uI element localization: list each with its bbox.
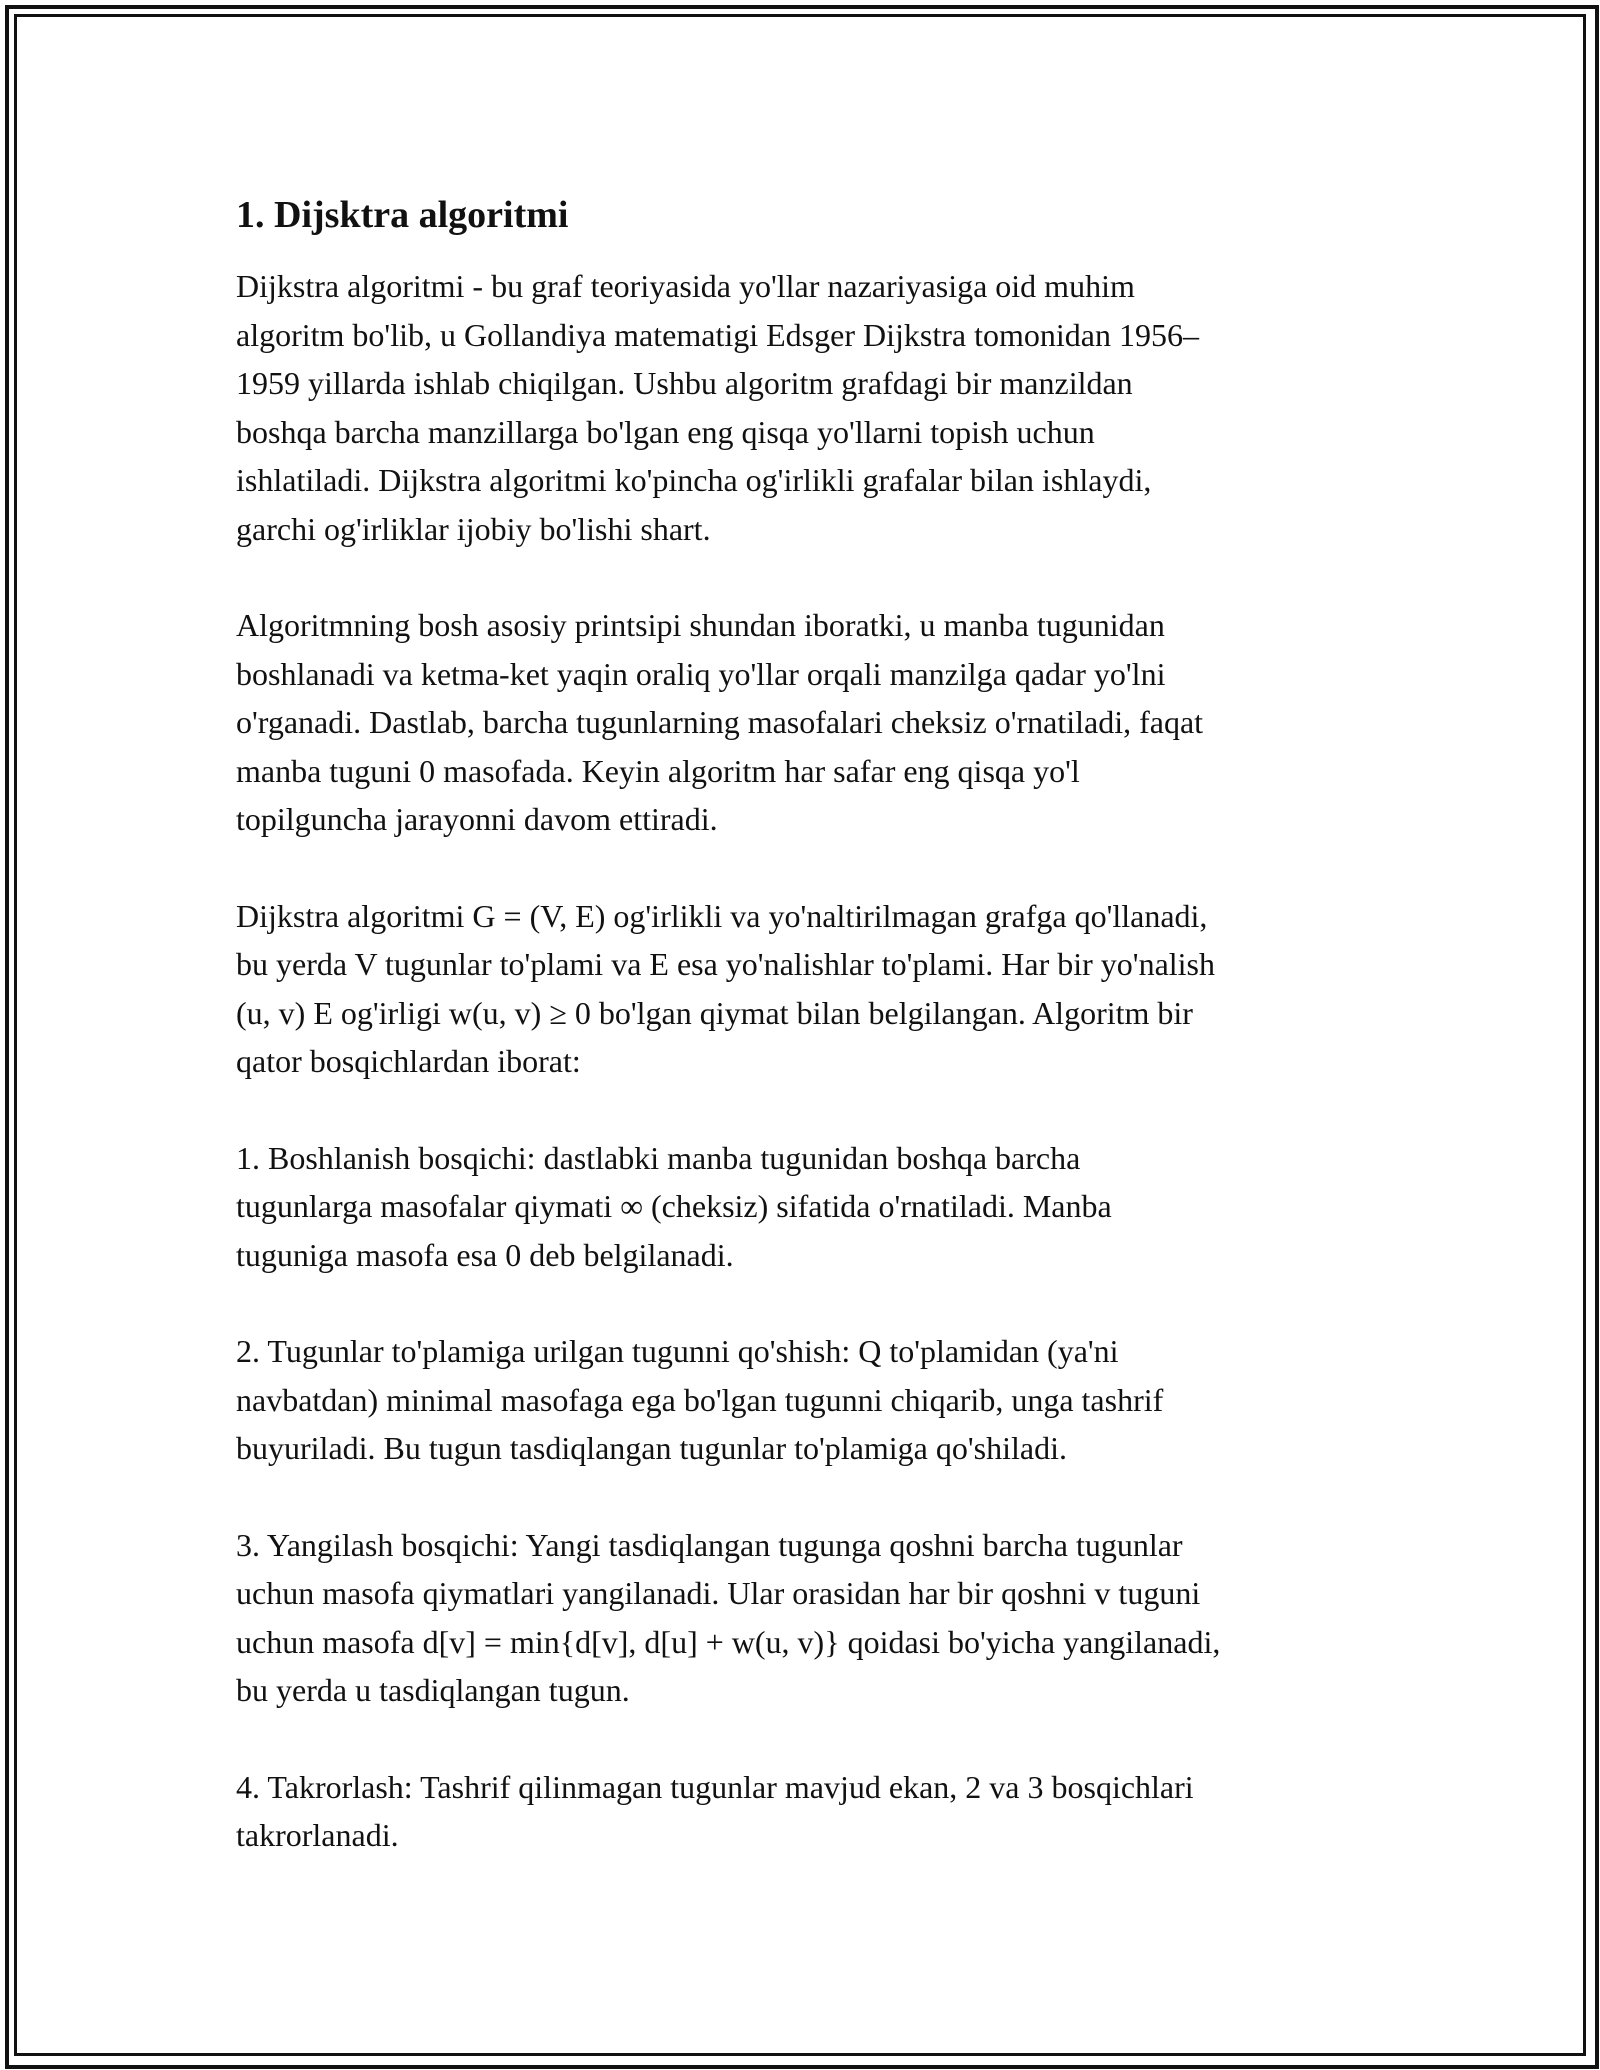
text-line: bu yerda V tugunlar to'plami va E esa yo'nalishlar to'plami. Har bir yo'nalish: [236, 946, 1215, 982]
text-line: buyuriladi. Bu tugun tasdiqlangan tugunlar to'plamiga qo'shiladi.: [236, 1430, 1067, 1466]
document-body: [236, 190, 1376, 1908]
text-line: 2. Tugunlar to'plamiga urilgan tugunni qo'shish: Q to'plamidan (ya'ni: [236, 1333, 1119, 1369]
paragraph-definition: [236, 892, 1376, 1086]
step-1-initialization: [236, 1134, 1376, 1280]
step-4-repeat: [236, 1763, 1376, 1860]
text-line: algoritm bo'lib, u Gollandiya matematigi Edsger Dijkstra tomonidan 1956–: [236, 316, 1199, 353]
text-line: (u, v) E og'irligi w(u, v) ≥ 0 bo'lgan qiymat bilan belgilangan. Algoritm bir: [236, 994, 1193, 1031]
text-line: uchun masofa qiymatlari yangilanadi. Ular orasidan har bir qoshni v tuguni: [236, 1575, 1201, 1611]
text-line: ishlatiladi. Dijkstra algoritmi ko'pincha og'irlikli grafalar bilan ishlaydi,: [236, 462, 1152, 498]
text-line: o'rganadi. Dastlab, barcha tugunlarning masofalari cheksiz o'rnatiladi, faqat: [236, 704, 1204, 740]
text-line: Dijkstra algoritmi - bu graf teoriyasida yo'llar nazariyasiga oid muhim: [236, 268, 1135, 304]
text-line: takrorlanadi.: [236, 1817, 399, 1853]
text-line: 4. Takrorlash: Tashrif qilinmagan tugunlar mavjud ekan, 2 va 3 bosqichlari: [236, 1768, 1194, 1805]
paragraph-principle: [236, 601, 1376, 844]
paragraph-intro: [236, 262, 1376, 553]
text-line: Dijkstra algoritmi G = (V, E) og'irlikli va yo'naltirilmagan grafga qo'llanadi,: [236, 897, 1208, 934]
text-line: 1959 yillarda ishlab chiqilgan. Ushbu algoritm grafdagi bir manzildan: [236, 365, 1133, 401]
text-line: uchun masofa d[v] = min{d[v], d[u] + w(u, v)} qoidasi bo'yicha yangilanadi,: [236, 1623, 1221, 1660]
text-line: boshqa barcha manzillarga bo'lgan eng qisqa yo'llarni topish uchun: [236, 413, 1095, 450]
text-line: Algoritmning bosh asosiy printsipi shundan iboratki, u manba tugunidan: [236, 607, 1165, 643]
text-line: boshlanadi va ketma-ket yaqin oraliq yo'llar orqali manzilga qadar yo'lni: [236, 655, 1166, 692]
text-line: 3. Yangilash bosqichi: Yangi tasdiqlangan tugunga qoshni barcha tugunlar: [236, 1526, 1183, 1563]
text-line: manba tuguni 0 masofada. Keyin algoritm har safar eng qisqa yo'l: [236, 752, 1080, 789]
text-line: 1. Boshlanish bosqichi: dastlabki manba tugunidan boshqa barcha: [236, 1139, 1081, 1176]
text-line: qator bosqichlardan iborat:: [236, 1043, 581, 1079]
page-title: 1. Dijsktra algoritmi: [236, 194, 569, 236]
text-line: navbatdan) minimal masofaga ega bo'lgan tugunni chiqarib, unga tashrif: [236, 1381, 1164, 1418]
text-line: tuguniga masofa esa 0 deb belgilanadi.: [236, 1236, 734, 1273]
step-2-add-node: [236, 1327, 1376, 1473]
text-line: topilguncha jarayonni davom ettiradi.: [236, 801, 718, 837]
text-line: bu yerda u tasdiqlangan tugun.: [236, 1672, 630, 1708]
step-3-update: [236, 1521, 1376, 1715]
text-line: tugunlarga masofalar qiymati ∞ (cheksiz) sifatida o'rnatiladi. Manba: [236, 1188, 1112, 1224]
text-line: garchi og'irliklar ijobiy bo'lishi shart.: [236, 510, 711, 547]
